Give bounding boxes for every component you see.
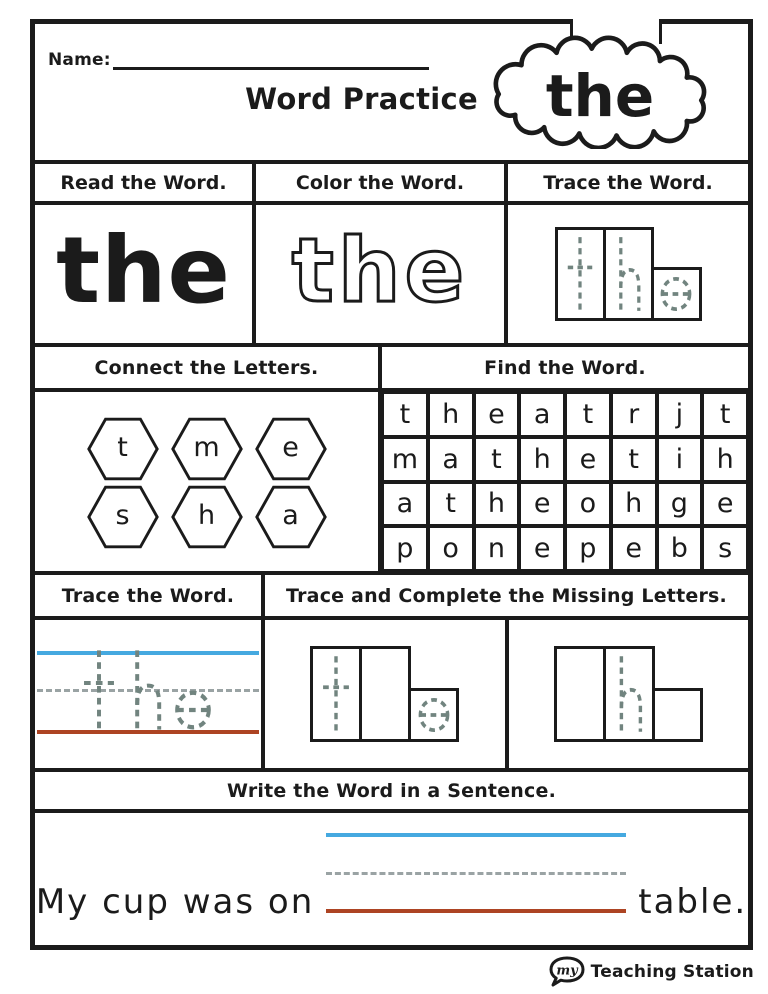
dashed-letter-e: [657, 273, 695, 315]
worksheet-frame: [30, 19, 753, 950]
hexagon-letter-t: t: [86, 417, 160, 481]
page-title: Word Practice: [245, 82, 478, 116]
speech-bubble-logo-icon: [548, 956, 586, 988]
find-grid-cell: h: [519, 437, 565, 482]
find-grid-cell: g: [657, 482, 703, 527]
hexagon-letter-h: h: [170, 485, 244, 549]
find-grid-cell: a: [519, 392, 565, 437]
missing-letters-cell: [265, 620, 509, 768]
name-blank-line: [113, 51, 429, 70]
find-grid-cell: e: [519, 526, 565, 571]
missing-letters-section: [265, 575, 748, 768]
dashed-letter-t: [77, 646, 121, 734]
trace-word-boxes-header: Trace the Word.: [543, 171, 713, 194]
find-grid-cell: e: [474, 392, 520, 437]
find-grid-cell: h: [611, 482, 657, 527]
trace-letter-box-e: [408, 688, 459, 742]
blank-line-bottom: [326, 909, 626, 913]
dashed-letter-t: [562, 233, 598, 315]
logo-my-text: my: [556, 963, 578, 979]
find-grid-cell: e: [519, 482, 565, 527]
missing-letters-group: [554, 646, 703, 742]
trace-word-boxes-cell: [508, 205, 748, 343]
dashed-letter-t: [317, 652, 355, 736]
find-grid-cell: m: [382, 437, 428, 482]
missing-letters-group: [310, 646, 459, 742]
find-grid-cell: h: [702, 437, 748, 482]
sentence-header: Write the Word in a Sentence.: [35, 768, 748, 813]
dashed-trace-word: [77, 646, 215, 734]
solid-word: the: [56, 217, 231, 324]
trace-lines-section: [35, 575, 265, 768]
hexagon-row: [86, 417, 328, 481]
trace-letter-box-h: [603, 227, 654, 321]
empty-letter-box: [554, 646, 606, 742]
find-grid-cell: a: [428, 437, 474, 482]
hexagon-letter-s: s: [86, 485, 160, 549]
hexagon-letter-m: m: [170, 417, 244, 481]
read-word-cell: [35, 205, 256, 343]
trace-letter-box-h: [603, 646, 655, 742]
missing-letters-cell: [509, 620, 749, 768]
footer-brand: [548, 956, 754, 988]
name-label: Name:: [48, 50, 111, 70]
answer-blank: [326, 833, 626, 913]
empty-letter-box: [652, 688, 703, 742]
dashed-letter-h: [610, 233, 646, 315]
sentence-text-after: table.: [638, 882, 748, 922]
find-grid-cell: t: [611, 437, 657, 482]
find-grid-cell: t: [565, 392, 611, 437]
sentence-text-before: My cup was on: [35, 882, 315, 922]
missing-letters-cells: [265, 620, 748, 768]
trace-letter-box-e: [651, 267, 702, 321]
color-word-cell: [256, 205, 508, 343]
brand-text: Teaching Station: [590, 962, 754, 982]
find-grid-cell: s: [702, 526, 748, 571]
find-word-grid: [382, 392, 748, 571]
focus-word-cloud: [476, 30, 724, 149]
find-grid-cell: j: [657, 392, 703, 437]
find-grid-cell: i: [657, 437, 703, 482]
find-grid-cell: t: [474, 437, 520, 482]
find-word-header: Find the Word.: [382, 347, 748, 392]
find-grid-cell: t: [702, 392, 748, 437]
row3-content: [35, 575, 748, 768]
trace-letter-box-t: [555, 227, 606, 321]
row1-section-headers: [35, 160, 748, 205]
dashed-letter-h: [610, 652, 648, 736]
border-gap-patch: [570, 13, 662, 24]
handwriting-guides: [35, 620, 261, 768]
find-grid-cell: a: [382, 482, 428, 527]
find-grid-cell: p: [382, 526, 428, 571]
trace-lines-header: Trace the Word.: [35, 575, 261, 620]
dashed-letter-h: [124, 646, 168, 734]
row2-content: [35, 343, 748, 575]
find-grid-cell: e: [565, 437, 611, 482]
find-grid-cell: o: [428, 526, 474, 571]
find-grid-cell: p: [565, 526, 611, 571]
read-word-header: Read the Word.: [35, 164, 256, 201]
find-grid-cell: t: [428, 482, 474, 527]
find-grid-cell: t: [382, 392, 428, 437]
find-grid-cell: e: [702, 482, 748, 527]
connect-letters-header: Connect the Letters.: [35, 347, 378, 392]
find-grid-cell: h: [428, 392, 474, 437]
missing-letters-header: Trace and Complete the Missing Letters.: [265, 575, 748, 620]
dashed-letter-e: [415, 694, 453, 736]
dashed-letter-e: [171, 686, 215, 734]
find-word-section: [382, 347, 748, 571]
empty-letter-box: [359, 646, 411, 742]
connect-letters-section: [35, 347, 382, 571]
blank-line-top: [326, 833, 626, 837]
hexagon-area: [35, 392, 378, 571]
find-grid-cell: o: [565, 482, 611, 527]
outline-word: the: [291, 219, 469, 322]
trace-letter-boxes: [555, 227, 702, 321]
blank-line-middle: [326, 872, 626, 875]
name-row: [48, 50, 429, 70]
find-grid-cell: r: [611, 392, 657, 437]
hexagon-letter-e: e: [254, 417, 328, 481]
trace-letter-box-t: [310, 646, 362, 742]
find-grid-cell: e: [611, 526, 657, 571]
color-word-header: Color the Word.: [256, 164, 508, 201]
find-grid-cell: h: [474, 482, 520, 527]
find-grid-cell: b: [657, 526, 703, 571]
hexagon-letter-a: a: [254, 485, 328, 549]
find-grid-cell: n: [474, 526, 520, 571]
cloud-focus-word: the: [545, 61, 655, 130]
hexagon-row: [86, 485, 328, 549]
sentence-content: [35, 813, 748, 945]
row1-content: [35, 205, 748, 343]
